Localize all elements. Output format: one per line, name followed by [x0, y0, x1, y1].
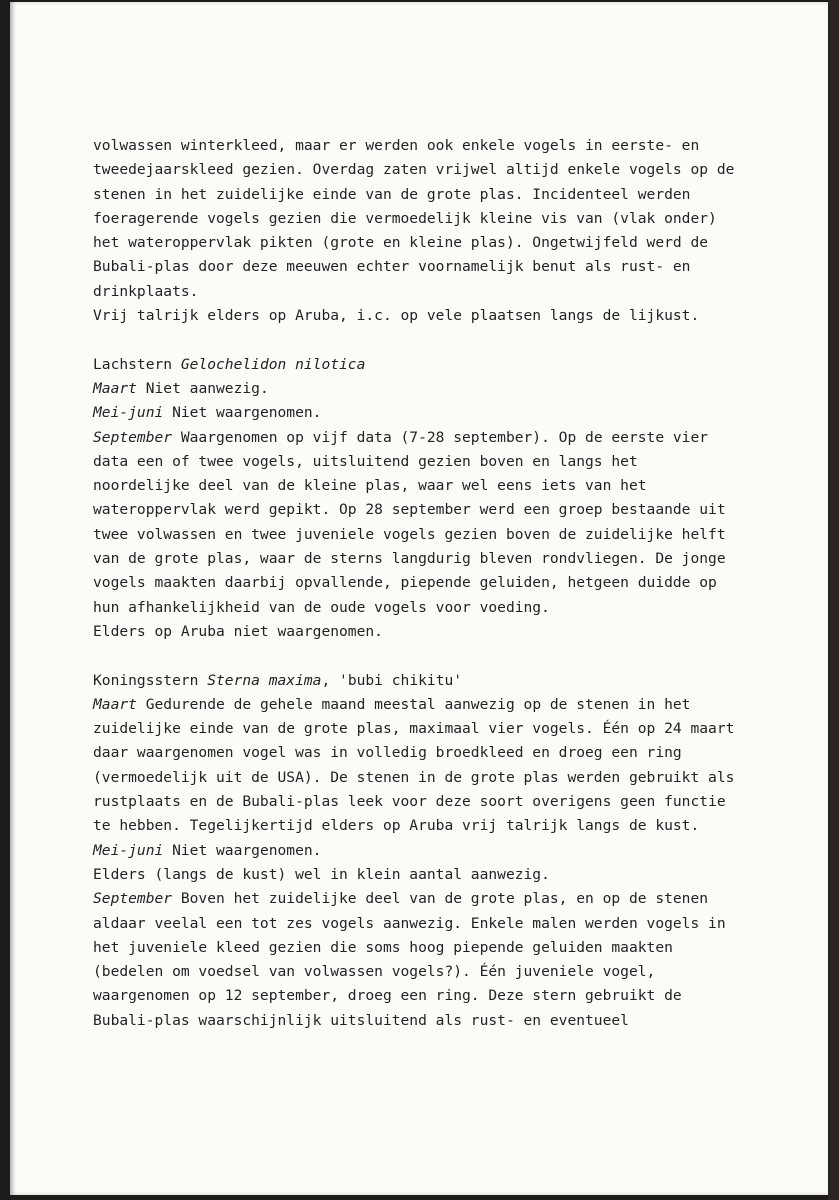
period-label: Maart — [93, 695, 137, 713]
paragraph-gap — [93, 328, 793, 352]
text-line: (bedelen om voedsel van volwassen vogels?). Één juveniele vogel, — [93, 963, 656, 981]
binder-edge — [828, 0, 839, 1200]
entry-text: Niet aanwezig. — [136, 379, 269, 397]
entry-text: Niet waargenomen. — [163, 841, 322, 859]
entry-text: Niet waargenomen. — [163, 404, 322, 422]
text-line: Vrij talrijk elders op Aruba, i.c. op vele plaatsen langs de lijkust. — [93, 307, 700, 325]
text-line: van de grote plas, waar de sterns langdurig bleven rondvliegen. De jonge — [93, 550, 726, 568]
body-text — [93, 134, 793, 1033]
text-line: vogels maakten daarbij opvallende, piepende geluiden, hetgeen duidde op — [93, 574, 717, 592]
species-heading-lachstern — [93, 353, 793, 377]
text-line: noordelijke deel van de kleine plas, waar wel eens iets van het — [93, 477, 647, 495]
period-label: Maart — [93, 379, 137, 397]
text-line: te hebben. Tegelijkertijd elders op Aruba vrij talrijk langs de kust. — [93, 817, 700, 835]
text-line: volwassen winterkleed, maar er werden ook enkele vogels in eerste- en — [93, 137, 700, 154]
text-line: wateroppervlak werd gepikt. Op 28 september werd een groep bestaande uit — [93, 501, 726, 519]
period-label: September — [93, 428, 173, 446]
species-name: Lachstern — [93, 355, 181, 373]
entry-text: Gedurende de gehele maand meestal aanwezig op de stenen in het — [136, 695, 691, 713]
paragraph-gap — [93, 644, 793, 668]
entry-september — [93, 887, 793, 911]
entry-september — [93, 426, 793, 450]
text-line: Bubali-plas door deze meeuwen echter voornamelijk benut als rust- en — [93, 258, 691, 276]
text-line: het wateroppervlak pikten (grote en kleine plas). Ongetwijfeld werd de — [93, 234, 709, 252]
text-line: daar waargenomen vogel was in volledig broedkleed en droeg een ring — [93, 744, 682, 762]
text-line: Elders op Aruba niet waargenomen. — [93, 622, 383, 640]
text-line: (vermoedelijk uit de USA). De stenen in de grote plas werden gebruikt als — [93, 768, 735, 786]
species-latin-name: Gelochelidon nilotica — [180, 355, 366, 373]
species-heading-koningsstern — [93, 669, 793, 693]
text-line: waargenomen op 12 september, droeg een ring. Deze stern gebruikt de — [93, 987, 682, 1005]
entry-mei-juni — [93, 401, 793, 425]
entry-text: Boven het zuidelijke deel van de grote plas, en op de stenen — [172, 890, 709, 908]
text-line: twee volwassen en twee juveniele vogels gezien boven de zuidelijke helft — [93, 525, 726, 543]
text-line: Elders (langs de kust) wel in klein aantal aanwezig. — [93, 865, 550, 883]
text-line: zuidelijke einde van de grote plas, maximaal vier vogels. Één op 24 maart — [93, 720, 735, 738]
text-line: Bubali-plas waarschijnlijk uitsluitend als rust- en eventueel — [93, 1011, 629, 1029]
period-label: September — [93, 890, 173, 908]
text-line: drinkplaats. — [93, 282, 199, 300]
entry-maart — [93, 377, 793, 401]
text-line: tweedejaarskleed gezien. Overdag zaten vrijwel altijd enkele vogels op de — [93, 161, 735, 179]
text-line: data een of twee vogels, uitsluitend gezien boven en langs het — [93, 452, 638, 470]
species-name: Koningsstern — [93, 671, 208, 689]
text-line: het juveniele kleed gezien die soms hoog piepende geluiden maakten — [93, 938, 673, 956]
text-line: aldaar veelal een tot zes vogels aanwezig. Enkele malen werden vogels in — [93, 914, 726, 932]
entry-maart — [93, 693, 793, 717]
text-line: foeragerende vogels gezien die vermoedelijk kleine vis van (vlak onder) — [93, 209, 717, 227]
entry-text: Waargenomen op vijf data (7-28 september). Op de eerste vier — [172, 428, 709, 446]
entry-mei-juni — [93, 839, 793, 863]
text-line: hun afhankelijkheid van de oude vogels voor voeding. — [93, 598, 550, 616]
period-label: Mei-juni — [93, 404, 164, 422]
text-line: rustplaats en de Bubali-plas leek voor deze soort overigens geen functie — [93, 793, 726, 811]
text-line: stenen in het zuidelijke einde van de grote plas. Incidenteel werden — [93, 185, 691, 203]
period-label: Mei-juni — [93, 841, 164, 859]
species-local-name: , 'bubi chikitu' — [321, 671, 463, 689]
page-edge-shadow — [10, 2, 16, 1195]
species-latin-name: Sterna maxima — [207, 671, 322, 689]
